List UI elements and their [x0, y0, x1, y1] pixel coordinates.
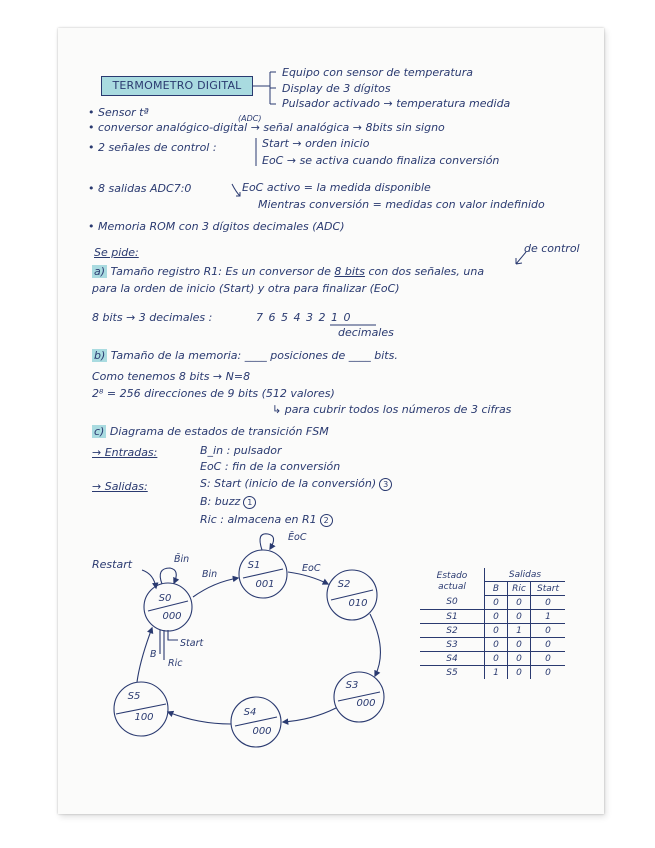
- row-b: 1: [485, 666, 508, 680]
- bullet-sensor: • Sensor tª: [88, 106, 149, 119]
- fsm-eoc-bar: ĒoC: [288, 532, 307, 543]
- fsm-bin: Bin: [202, 569, 218, 580]
- row-ric: 0: [508, 596, 531, 610]
- bullet-memory: • Memoria ROM con 3 dígitos decimales (ADC): [88, 220, 345, 233]
- adc-note: (ADC): [238, 114, 262, 123]
- part-a-bits: 8 bits: [334, 265, 365, 278]
- part-b-label: b): [94, 349, 106, 362]
- state-s5-name: S5: [127, 691, 141, 702]
- state-s5-code: 100: [134, 712, 154, 723]
- edge-s4-s5: [168, 712, 231, 724]
- state-s4-code: 000: [252, 726, 272, 737]
- row-b: 0: [485, 638, 508, 652]
- outputs-label: → Salidas:: [92, 480, 148, 493]
- table-col-start: Start: [531, 582, 566, 596]
- row-state: S3: [420, 638, 485, 652]
- se-pide: Se pide:: [94, 246, 139, 259]
- state-s3-name: S3: [345, 680, 359, 691]
- part-b-line1: Tamaño de la memoria: ____ posiciones de ____ bits.: [110, 349, 398, 362]
- row-start: 0: [531, 652, 566, 666]
- output-start: S: Start (inicio de la conversión): [200, 477, 377, 490]
- table-col-b: B: [485, 582, 508, 596]
- fsm-eoc: EoC: [302, 563, 321, 574]
- output-buzz: B: buzz: [200, 495, 241, 508]
- row-b: 0: [485, 596, 508, 610]
- table-row: [420, 666, 565, 680]
- row-state: S1: [420, 610, 485, 624]
- row-start: 0: [545, 667, 551, 678]
- part-a-annotation: de control: [524, 242, 580, 255]
- row-start: 0: [531, 596, 566, 610]
- fsm-bin-bar: B̄in: [174, 554, 190, 565]
- row-ric: 0: [508, 610, 531, 624]
- title-branch-3: Pulsador activado → temperatura medida: [282, 97, 511, 110]
- loop-s2: [260, 534, 274, 550]
- outputs-eoc: EoC activo = la medida disponible: [242, 181, 431, 194]
- bullet-converter: • conversor analógico-digital → señal analógica → 8bits sin signo: [88, 121, 445, 134]
- part-c-heading: Diagrama de estados de transición FSM: [109, 425, 329, 438]
- table-head-salidas: Salidas: [485, 568, 566, 582]
- outputs-conversion: Mientras conversión = medidas con valor indefinido: [258, 198, 545, 211]
- loop-s0: [160, 568, 176, 584]
- part-a-line1-pre: Tamaño registro R1: Es un conversor de: [110, 265, 335, 278]
- table-col-ric: Ric: [508, 582, 531, 596]
- output-buzz-num: 1: [243, 496, 256, 509]
- row-state: S4: [420, 652, 485, 666]
- title-branch-2: Display de 3 dígitos: [282, 82, 391, 95]
- output-ric: Ric : almacena en R1: [200, 513, 317, 526]
- output-ric-num: 2: [320, 514, 333, 527]
- row-ric: 1: [508, 624, 531, 638]
- page-title: TERMOMETRO DIGITAL: [101, 76, 253, 96]
- table-row: [420, 638, 565, 652]
- output-start-num: 3: [379, 478, 392, 491]
- state-s4-name: S4: [243, 707, 257, 718]
- part-a-calc: 8 bits → 3 decimales :: [92, 311, 213, 324]
- part-a-decimales: decimales: [338, 326, 394, 339]
- edge-s3-s4: [283, 708, 336, 722]
- part-b-line4: ↳ para cubrir todos los números de 3 cifras: [272, 403, 512, 416]
- row-ric: 0: [508, 638, 531, 652]
- state-s2-code: 010: [348, 598, 368, 609]
- input-eoc: EoC : fin de la conversión: [200, 460, 341, 473]
- row-ric: 0: [508, 666, 531, 680]
- row-b: 0: [485, 610, 508, 624]
- row-start: 0: [531, 638, 566, 652]
- restart-arrow: [142, 570, 156, 588]
- row-state: S2: [420, 624, 485, 638]
- table-row: [420, 624, 565, 638]
- fsm-start: Start: [180, 638, 204, 649]
- state-s3-code: 000: [356, 698, 376, 709]
- state-s1-name: S1: [247, 560, 261, 571]
- outputs-table: [420, 568, 565, 679]
- state-s1-code: 001: [255, 579, 275, 590]
- title-branch-1: Equipo con sensor de temperatura: [282, 66, 473, 79]
- table-row: [420, 610, 565, 624]
- bullet-outputs-label: • 8 salidas ADC7:0: [88, 182, 192, 195]
- part-a-label: a): [94, 265, 106, 278]
- part-a-digits: 7 6 5 4 3 2 1 0: [256, 311, 352, 324]
- part-a-line2: para la orden de inicio (Start) y otra para finalizar (EoC): [92, 282, 400, 295]
- state-s0-name: S0: [158, 593, 172, 604]
- control-start: Start → orden inicio: [262, 137, 370, 150]
- part-c-label: c): [94, 425, 105, 438]
- control-eoc: EoC → se activa cuando finaliza conversión: [262, 154, 500, 167]
- table-row: [420, 596, 565, 610]
- inputs-label: → Entradas:: [92, 446, 158, 459]
- part-b-line2: Como tenemos 8 bits → N=8: [92, 370, 251, 383]
- bullet-control-label: • 2 señales de control :: [88, 141, 217, 154]
- part-b-line3: 2⁸ = 256 direcciones de 9 bits (512 valores): [92, 387, 335, 400]
- state-s0-circle: [144, 583, 192, 631]
- row-state: S5: [420, 666, 485, 680]
- row-state: S0: [420, 596, 485, 610]
- fsm-b: B: [150, 649, 157, 660]
- edge-s2-s3: [370, 614, 380, 676]
- row-start: 1: [531, 610, 566, 624]
- row-ric: 0: [508, 652, 531, 666]
- state-s0-code: 000: [162, 611, 182, 622]
- row-start: 0: [531, 624, 566, 638]
- state-s2-name: S2: [337, 579, 351, 590]
- row-b: 0: [485, 624, 508, 638]
- fsm-restart: Restart: [92, 558, 133, 571]
- row-b: 0: [485, 652, 508, 666]
- table-row: [420, 652, 565, 666]
- part-a-line1-post: con dos señales, una: [364, 265, 485, 278]
- table-head-estado: Estado actual: [420, 568, 485, 596]
- input-bin: B_in : pulsador: [200, 444, 282, 457]
- fsm-ric: Ric: [168, 658, 183, 669]
